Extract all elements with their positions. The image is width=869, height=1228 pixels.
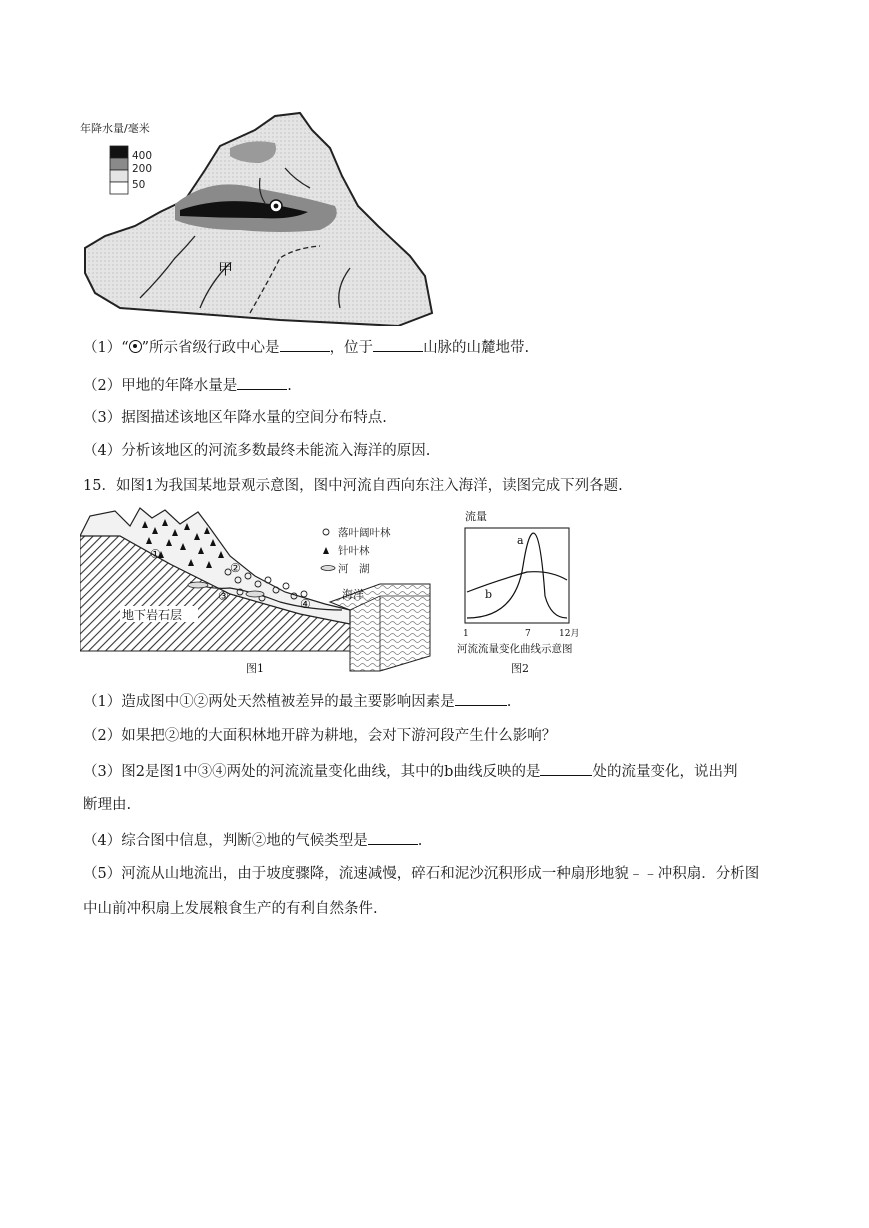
rock-layer-label: 地下岩石层	[122, 608, 183, 622]
ylabel: 流量	[465, 510, 487, 523]
answer-blank[interactable]	[373, 337, 423, 352]
q15-sub1: （1）造成图中①②两处天然植被差异的最主要影响因素是 .	[83, 691, 511, 712]
svg-text:落叶阔叶林: 落叶阔叶林	[338, 527, 391, 539]
marker-1: ①	[150, 547, 161, 561]
q15-sub3-cont: 断理由.	[83, 797, 132, 813]
svg-text:1: 1	[463, 629, 469, 639]
svg-text:12月: 12月	[559, 629, 580, 639]
figure2-flow-chart	[455, 506, 607, 678]
answer-blank[interactable]	[280, 337, 330, 352]
svg-text:200: 200	[132, 163, 153, 175]
svg-text:河 湖: 河 湖	[338, 563, 370, 575]
capital-symbol-icon	[270, 200, 282, 212]
q14-sub1: （1）“ ”所示省级行政中心是 ，位于 山脉的山麓地带.	[83, 337, 529, 358]
svg-text:b: b	[485, 588, 493, 601]
q15-sub4: （4）综合图中信息，判断②地的气候类型是 .	[83, 830, 422, 851]
chart-title: 河流流量变化曲线示意图	[457, 643, 573, 655]
svg-text:50: 50	[132, 179, 146, 191]
answer-blank[interactable]	[368, 830, 418, 845]
q15-intro: 15．如图1为我国某地景观示意图，图中河流自西向东注入海洋，读图完成下列各题.	[83, 478, 623, 494]
figure1-caption: 图1	[246, 662, 264, 675]
figure1-landscape	[80, 506, 440, 678]
answer-blank[interactable]	[455, 691, 507, 706]
figure2-caption: 图2	[511, 662, 529, 675]
q15-sub5: （5）河流从山地流出，由于坡度骤降，流速减慢，碎石和泥沙沉积形成一种扇形地貌﹣﹣冲积扇．分析图	[83, 866, 760, 882]
marker-3: ③	[218, 589, 229, 603]
answer-blank[interactable]	[237, 375, 287, 390]
answer-blank[interactable]	[540, 761, 592, 776]
q15-sub3: （3）图2是图1中③④两处的河流流量变化曲线，其中的b曲线反映的是 处的流量变化，说出判	[83, 761, 737, 782]
q15-sub2: （2）如果把②地的大面积林地开辟为耕地，会对下游河段产生什么影响？	[83, 728, 557, 744]
sea-label: 海洋	[342, 588, 364, 601]
capital-symbol-icon	[129, 340, 142, 353]
marker-4: ④	[300, 597, 311, 611]
svg-text:针叶林: 针叶林	[338, 545, 370, 557]
legend-title: 年降水量/毫米	[80, 122, 150, 135]
q15-sub5-cont: 中山前冲积扇上发展粮食生产的有利自然条件.	[83, 901, 378, 917]
q14-sub4: （4）分析该地区的河流多数最终未能流入海洋的原因.	[83, 443, 431, 459]
q14-sub3: （3）据图描述该地区年降水量的空间分布特点.	[83, 410, 387, 426]
precipitation-map	[80, 108, 445, 326]
q14-sub2: （2）甲地的年降水量是 .	[83, 375, 292, 396]
svg-text:7: 7	[525, 629, 531, 639]
figure1-legend	[321, 526, 391, 575]
svg-text:400: 400	[132, 150, 153, 162]
marker-2: ②	[230, 561, 241, 575]
svg-text:a: a	[517, 534, 524, 547]
place-label-jia: 甲	[218, 260, 234, 278]
